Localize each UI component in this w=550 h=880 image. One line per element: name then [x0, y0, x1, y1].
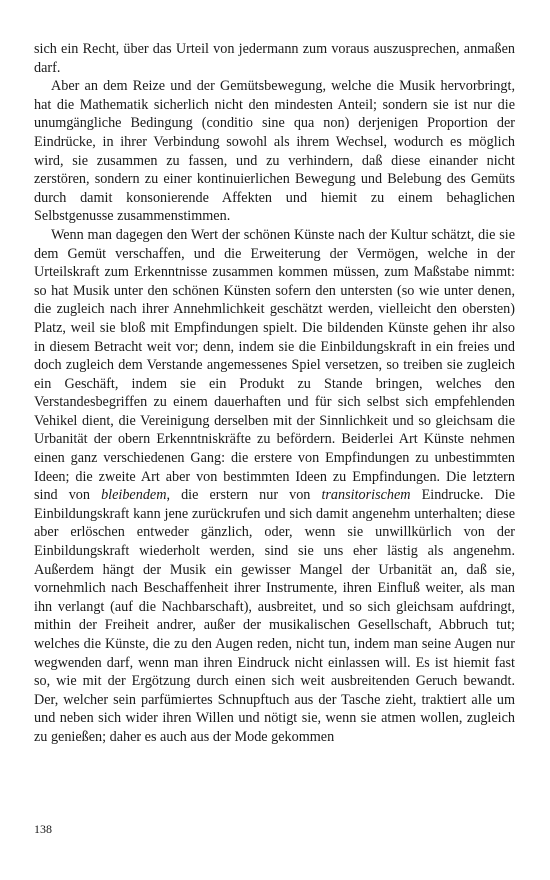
paragraph-3-text-c: Eindrucke. Die Einbildungskraft kann jene zurückrufen und sich damit angenehm unterhalten; diese aber erlöschen entweder gänzlich, oder, wenn sie unwillkürlich von der Einbildungskraft wiederholt werden, sind sie uns eher lästig als angenehm. Außerdem hängt der Musik ein gewisser Mangel der Urbanität an, daß sie, vornehmlich nach Beschaffenheit ihrer Instrumente, ihren Einfluß weiter, als man ihn verlangt (auf die Nachbarschaft), ausbreitet, und so sich gleichsam aufdringt, mithin der Freiheit andrer, außer der musikalischen Gesellschaft, Abbruch tut; welches die Künste, die zu den Augen reden, nicht tun, indem man seine Augen nur wegwenden darf, wenn man ihren Eindruck nicht einlassen will. Es ist hiemit fast so, wie mit der Ergötzung durch einen sich weit ausbreitenden Geruch bewandt. Der, welcher sein parfümiertes Schnupftuch aus der Tasche zieht, traktiert alle um und neben sich wider ihren Willen und nötigt sie, wenn sie atmen wollen, zugleich zu genießen; daher es auch aus der Mode gekommen	[34, 487, 515, 745]
paragraph-value-of-arts	[34, 226, 515, 747]
emphasis-bleibendem: bleibendem	[101, 487, 167, 504]
page-number: 138	[34, 822, 52, 836]
paragraph-3-text-b: , die erstern nur von	[166, 487, 311, 504]
paragraph-2-text: Aber an dem Reize und der Gemütsbewegung, welche die Musik hervorbringt, hat die Mathematik sicherlich nicht den mindesten Anteil; sondern sie ist nur die unumgängliche Bedingung (conditio sine qua non) derjenigen Proportion der Eindrücke, in ihrer Verbindung sowohl als ihrem Wechsel, wodurch es möglich wird, sie zusammen zu fassen, und zu verhindern, daß diese einander nicht zerstören, sondern zu einer kontinuierlichen Bewegung und Belebung des Gemüts durch damit konsonierende Affekten und hiemit zu einem behaglichen Selbstgenusse zusammenstimmen.	[34, 78, 515, 225]
emphasis-transitorischem: transitorischem	[321, 487, 411, 504]
body-text	[34, 40, 515, 747]
book-page	[34, 40, 515, 840]
paragraph-1-text: sich ein Recht, über das Urteil von jedermann zum voraus auszusprechen, anmaßen darf.	[34, 41, 515, 76]
paragraph-mathematics	[34, 77, 515, 226]
paragraph-continued	[34, 40, 515, 77]
paragraph-3-text-a: Wenn man dagegen den Wert der schönen Künste nach der Kultur schätzt, die sie dem Gemüt verschaffen, und die Erweiterung der Vermögen, welche in der Urteilskraft zum Erkenntnisse zusammen kommen müssen, zum Maßstabe nimmt: so hat Musik unter den schönen Künsten sofern den untersten (so wie unter denen, die zugleich nach ihrer Annehmlichkeit geschätzt werden, vielleicht den obersten) Platz, weil sie bloß mit Empfindungen spielt. Die bildenden Künste gehen ihr also in diesem Betracht weit vor; denn, indem sie die Einbildungskraft in ein freies und doch zugleich dem Verstande angemessenes Spiel versetzen, so treiben sie zugleich ein Geschäft, indem sie ein Produkt zu Stande bringen, welches den Verstandesbegriffen zu einem dauerhaften und für sich selbst sich empfehlenden Vehikel dient, die Vereinigung derselben mit der Sinnlichkeit und so gleichsam die Urbanität der obern Erkenntniskräfte zu befördern. Beiderlei Art Künste nehmen einen ganz verschiedenen Gang: die erstere von Empfindungen zu unbestimmten Ideen; die zweite Art aber von bestimmten Ideen zu Empfindungen. Die letztern sind von	[34, 226, 515, 504]
